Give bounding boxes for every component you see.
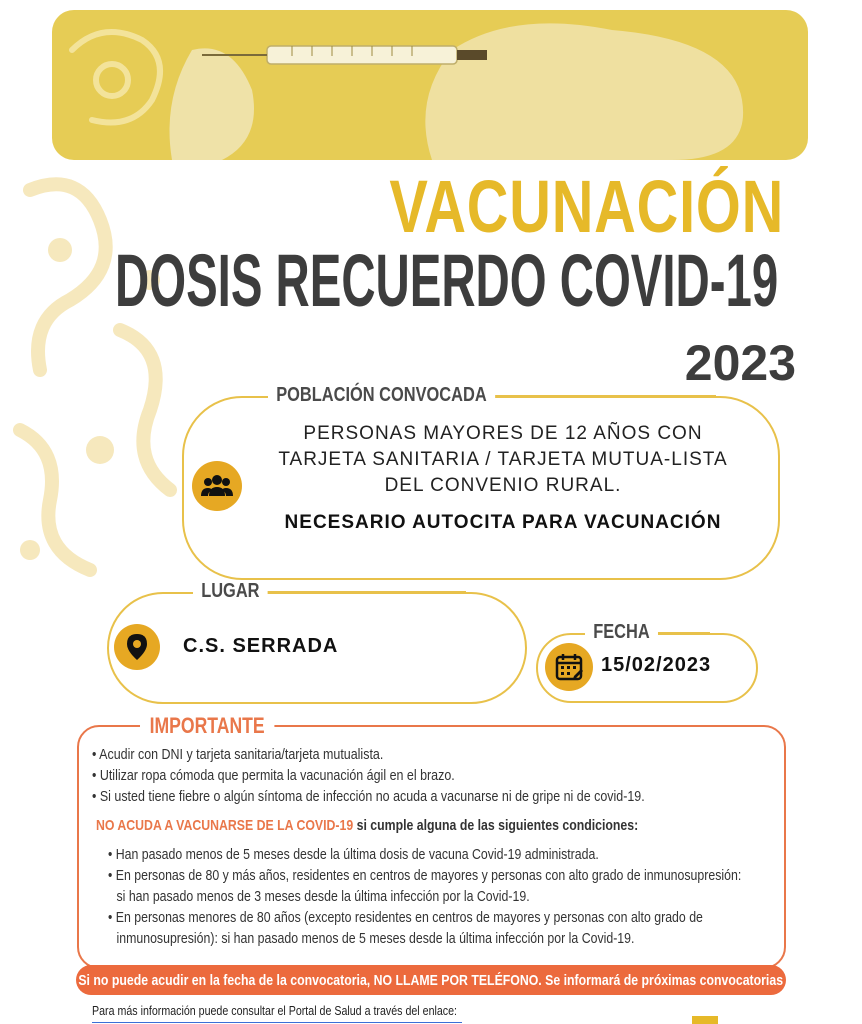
- list-item: si han pasado menos de 3 meses desde la última infección por la Covid-19.: [116, 889, 530, 905]
- condition-warning: NO ACUDA A VACUNARSE DE LA COVID-19: [96, 817, 354, 834]
- poblacion-note: NECESARIO AUTOCITA PARA VACUNACIÓN: [284, 512, 722, 533]
- virus-background-decoration: [0, 150, 200, 600]
- footer-info: Para más información puede consultar el Portal de Salud a través del enlace:: [92, 1003, 458, 1018]
- importante-condition-heading: [96, 817, 638, 834]
- lugar-value: C.S. SERRADA: [183, 635, 339, 657]
- importante-legend: IMPORTANTE: [140, 713, 274, 739]
- list-item: • En personas de 80 y más años, residentes en centros de mayores y personas con alto grado de inmunosupresión:: [108, 868, 742, 884]
- list-item: • En personas menores de 80 años (excepto residentes en centros de mayores y personas con alto grado de: [108, 910, 703, 926]
- list-item: • Acudir con DNI y tarjeta sanitaria/tarjeta mutualista.: [92, 747, 384, 763]
- list-item: inmunosupresión): si han pasado menos de 5 meses desde la última infección por la Covid-19.: [116, 931, 635, 947]
- warning-banner: Si no puede acudir en la fecha de la convocatoria, NO LLAME POR TELÉFONO. Se informará de próximas convocatorias: [76, 965, 786, 995]
- logo-icon: [690, 1014, 720, 1024]
- location-pin-icon: [114, 624, 160, 670]
- list-item: • Si usted tiene fiebre o algún síntoma de infección no acuda a vacunarse ni de gripe ni de covid-19.: [92, 789, 645, 805]
- importante-bullets: [92, 745, 771, 808]
- poblacion-legend: POBLACIÓN CONVOCADA: [268, 384, 495, 407]
- people-icon: [192, 461, 242, 511]
- condition-rest: si cumple alguna de las siguientes condiciones:: [353, 817, 639, 834]
- list-item: • Utilizar ropa cómoda que permita la vacunación ágil en el brazo.: [92, 768, 455, 784]
- fecha-legend: FECHA: [585, 621, 658, 644]
- title-dosis-recuerdo: DOSIS RECUERDO COVID-19: [114, 239, 778, 322]
- importante-conditions: [108, 845, 754, 950]
- title-vacunacion: VACUNACIÓN: [389, 165, 784, 248]
- title-year: 2023: [684, 335, 796, 391]
- lugar-legend: LUGAR: [193, 580, 268, 603]
- calendar-icon: [545, 643, 593, 691]
- list-item: • Han pasado menos de 5 meses desde la última dosis de vacuna Covid-19 administrada.: [108, 847, 599, 863]
- poblacion-text: PERSONAS MAYORES DE 12 AÑOS CON TARJETA SANITARIA / TARJETA MUTUA-LISTA DEL CONVENIO RURAL.: [278, 423, 728, 496]
- footer-link[interactable]: [92, 1018, 472, 1024]
- fecha-value: 15/02/2023: [601, 654, 712, 676]
- hero-vaccine-image: [52, 10, 808, 160]
